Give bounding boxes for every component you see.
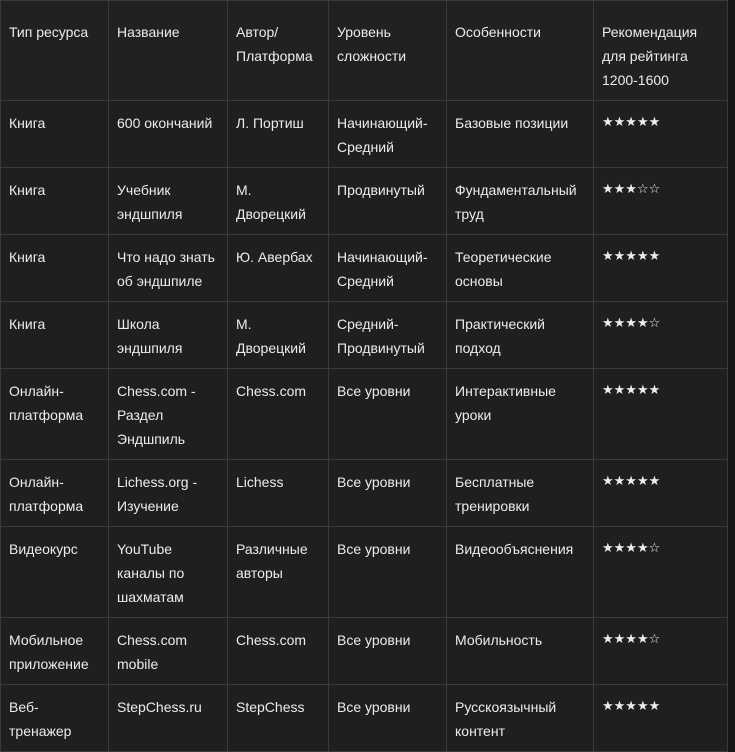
cell-features: Интерактивные уроки <box>447 369 594 460</box>
cell-features: Фундаментальный труд <box>447 168 594 235</box>
table-row <box>1 618 728 685</box>
cell-resource-type: Онлайн-платформа <box>1 460 109 527</box>
cell-features: Практический подход <box>447 302 594 369</box>
cell-author: Ю. Авербах <box>228 235 329 302</box>
cell-resource-type: Книга <box>1 101 109 168</box>
cell-resource-type: Книга <box>1 168 109 235</box>
cell-rating-stars: ★★★★☆ <box>594 527 728 618</box>
cell-difficulty: Продвинутый <box>329 168 447 235</box>
table-row <box>1 302 728 369</box>
cell-resource-type: Мобильное приложение <box>1 618 109 685</box>
cell-rating-stars: ★★★★★ <box>594 460 728 527</box>
table-row <box>1 527 728 618</box>
cell-difficulty: Все уровни <box>329 527 447 618</box>
cell-difficulty: Начинающий-Средний <box>329 101 447 168</box>
cell-author: Chess.com <box>228 369 329 460</box>
cell-author: М. Дворецкий <box>228 302 329 369</box>
cell-features: Теоретические основы <box>447 235 594 302</box>
cell-rating-stars: ★★★★★ <box>594 369 728 460</box>
header-title: Название <box>109 1 228 101</box>
cell-features: Бесплатные тренировки <box>447 460 594 527</box>
cell-rating-stars: ★★★★☆ <box>594 618 728 685</box>
cell-title: Учебник эндшпиля <box>109 168 228 235</box>
cell-difficulty: Все уровни <box>329 618 447 685</box>
cell-resource-type: Веб-тренажер <box>1 685 109 752</box>
cell-title: Chess.com mobile <box>109 618 228 685</box>
table-row <box>1 369 728 460</box>
cell-rating-stars: ★★★★★ <box>594 101 728 168</box>
table-body <box>1 101 728 752</box>
cell-author: Различные авторы <box>228 527 329 618</box>
header-resource-type: Тип ресурса <box>1 1 109 101</box>
cell-features: Мобильность <box>447 618 594 685</box>
cell-difficulty: Средний-Продвинутый <box>329 302 447 369</box>
cell-difficulty: Начинающий-Средний <box>329 235 447 302</box>
cell-title: 600 окончаний <box>109 101 228 168</box>
table-header <box>1 1 728 101</box>
cell-features: Видеообъяснения <box>447 527 594 618</box>
cell-author: М. Дворецкий <box>228 168 329 235</box>
cell-difficulty: Все уровни <box>329 460 447 527</box>
cell-rating-stars: ★★★★★ <box>594 685 728 752</box>
cell-resource-type: Книга <box>1 302 109 369</box>
cell-title: Школа эндшпиля <box>109 302 228 369</box>
table-row <box>1 460 728 527</box>
cell-features: Русскоязычный контент <box>447 685 594 752</box>
cell-difficulty: Все уровни <box>329 685 447 752</box>
cell-title: YouTube каналы по шахматам <box>109 527 228 618</box>
cell-title: Что надо знать об эндшпиле <box>109 235 228 302</box>
cell-title: StepChess.ru <box>109 685 228 752</box>
header-recommendation: Рекомендация для рейтинга 1200-1600 <box>594 1 728 101</box>
cell-rating-stars: ★★★★★ <box>594 235 728 302</box>
cell-resource-type: Онлайн-платформа <box>1 369 109 460</box>
header-row <box>1 1 728 101</box>
cell-features: Базовые позиции <box>447 101 594 168</box>
cell-resource-type: Видеокурс <box>1 527 109 618</box>
cell-difficulty: Все уровни <box>329 369 447 460</box>
header-difficulty: Уровень сложности <box>329 1 447 101</box>
table-row <box>1 235 728 302</box>
cell-author: Л. Портиш <box>228 101 329 168</box>
cell-resource-type: Книга <box>1 235 109 302</box>
table-row <box>1 685 728 752</box>
table-row <box>1 101 728 168</box>
header-author-platform: Автор/ Платформа <box>228 1 329 101</box>
cell-title: Chess.com - Раздел Эндшпиль <box>109 369 228 460</box>
cell-rating-stars: ★★★☆☆ <box>594 168 728 235</box>
cell-author: Chess.com <box>228 618 329 685</box>
cell-author: StepChess <box>228 685 329 752</box>
table-row <box>1 168 728 235</box>
cell-author: Lichess <box>228 460 329 527</box>
header-features: Особенности <box>447 1 594 101</box>
cell-rating-stars: ★★★★☆ <box>594 302 728 369</box>
cell-title: Lichess.org - Изучение <box>109 460 228 527</box>
